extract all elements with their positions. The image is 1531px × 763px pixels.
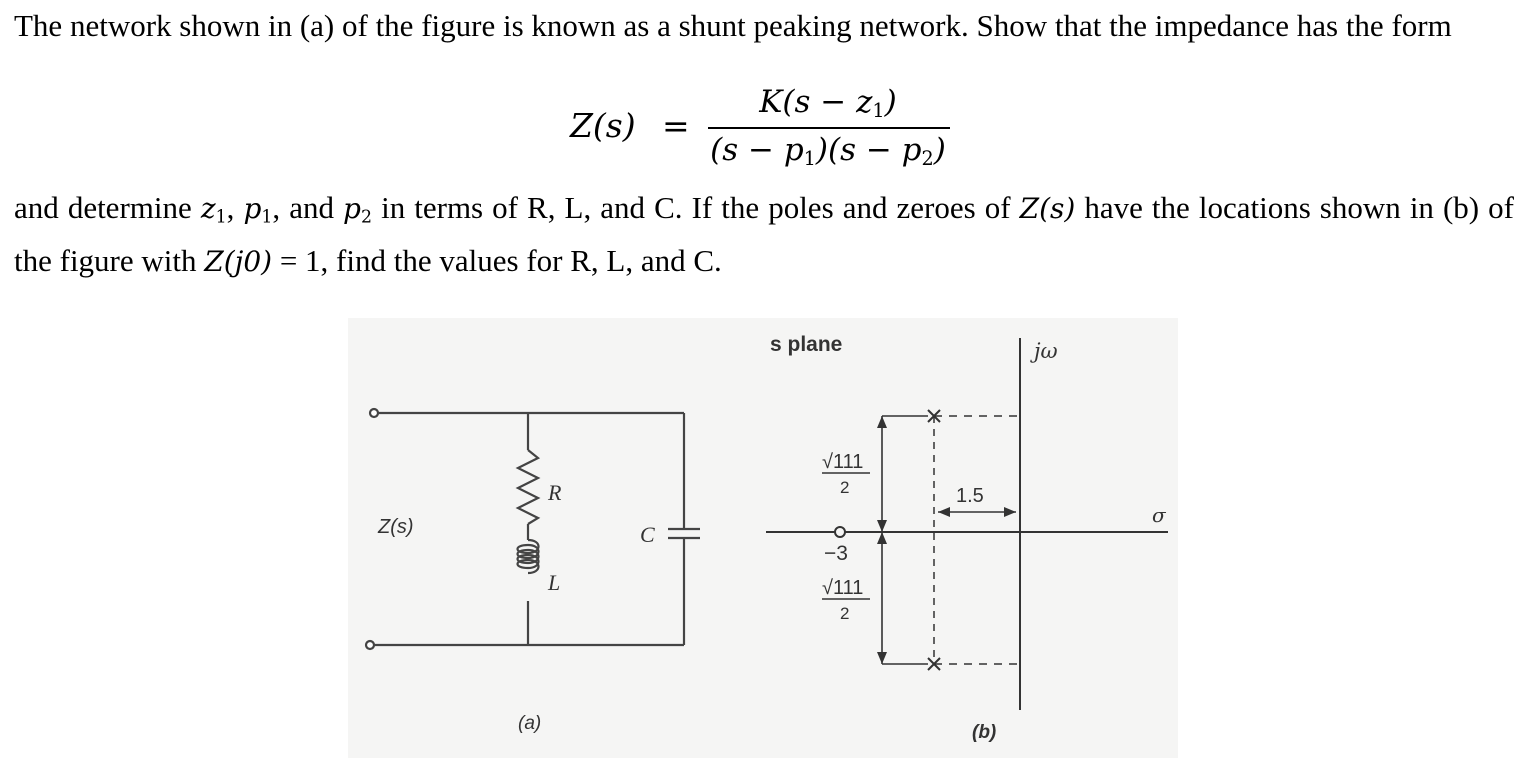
upper-height-den: 2 bbox=[840, 478, 850, 497]
caption-a: (a) bbox=[518, 713, 542, 734]
s-plane-title: s plane bbox=[770, 333, 843, 356]
fraction-bar bbox=[708, 127, 950, 129]
zero-location-label: −3 bbox=[824, 542, 848, 565]
formula-lhs: Z(s) bbox=[570, 106, 636, 145]
zs-symbol: Z(s) bbox=[1019, 192, 1076, 225]
formula-denominator: $(s - p_1)(s - p_2)$ bbox=[710, 132, 946, 170]
p1-symbol: $p_1$ bbox=[243, 192, 273, 228]
problem-question: and determine $z_1$, $p_1$, and $p_2$ in terms of R, L, and C. If the poles and zeroes of Z(s) have the locations shown in (b) of the figure with Z(j0) = 1, find the values for R, L, and C. bbox=[14, 190, 1515, 279]
s-plane-diagram bbox=[766, 338, 1168, 710]
resistor-zigzag bbox=[518, 450, 538, 524]
port-label: Z(s) bbox=[378, 516, 414, 538]
p2-symbol: $p_2$ bbox=[343, 192, 373, 228]
zj0-symbol: Z(j0) bbox=[204, 245, 273, 279]
pole-offset-label: 1.5 bbox=[956, 485, 984, 507]
caption-b: (b) bbox=[972, 722, 997, 743]
imag-axis-label: jω bbox=[1034, 339, 1058, 363]
problem-intro: The network shown in (a) of the figure is known as a shunt peaking network. Show that the impedance has the form bbox=[14, 8, 1452, 43]
impedance-formula bbox=[570, 84, 960, 176]
formula-equals: = bbox=[662, 106, 690, 145]
lower-height-den: 2 bbox=[840, 604, 850, 623]
z1-symbol: $z_1$ bbox=[200, 192, 227, 228]
formula-numerator: $K(s - z_1)$ bbox=[759, 84, 897, 122]
capacitor-label: C bbox=[640, 522, 655, 547]
resistor-label: R bbox=[548, 480, 562, 505]
figure-drawing bbox=[348, 318, 1178, 758]
lower-height-label: √111 bbox=[822, 577, 864, 599]
figure-panel bbox=[348, 318, 1178, 758]
dimension-arrows bbox=[877, 416, 1016, 664]
terminal-top bbox=[370, 409, 378, 417]
real-axis-label: σ bbox=[1152, 503, 1166, 527]
formula-fraction bbox=[706, 84, 950, 176]
upper-height-label: √111 bbox=[822, 451, 864, 473]
terminal-bottom bbox=[366, 641, 374, 649]
inductor-label: L bbox=[548, 570, 561, 595]
zero-marker bbox=[835, 527, 845, 537]
inductor-coil bbox=[518, 540, 539, 573]
